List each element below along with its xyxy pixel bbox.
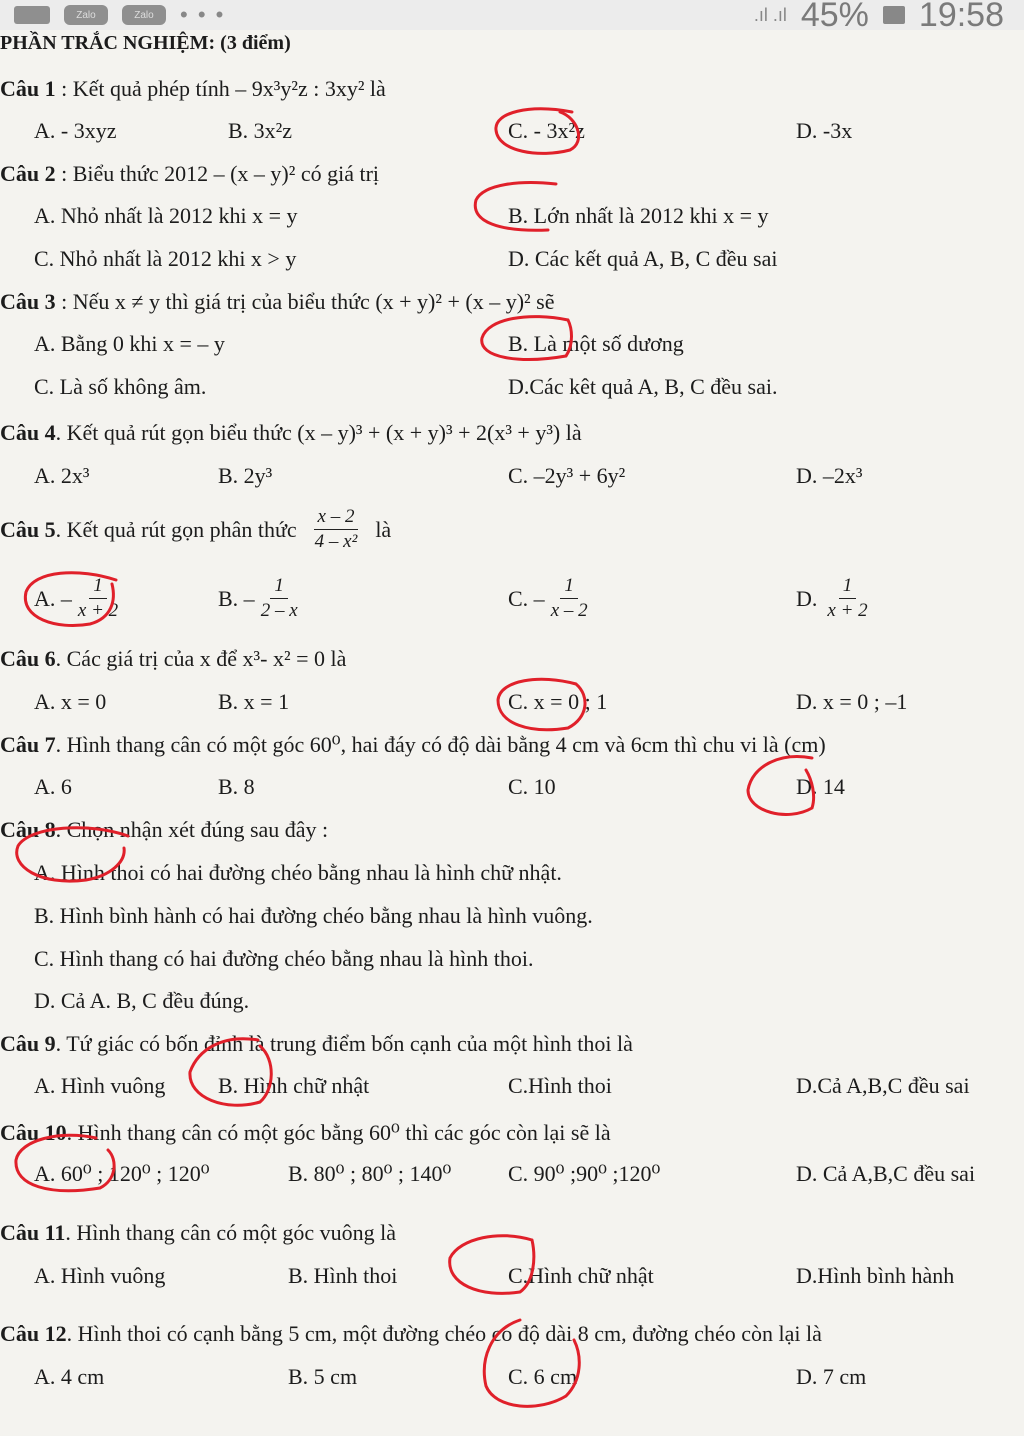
q4-option-c[interactable]: C. –2y³ + 6y² [508, 463, 626, 488]
q9-option-d[interactable]: D.Cả A,B,C đều sai [796, 1073, 970, 1098]
question-8: Câu 8. Chọn nhận xét đúng sau đây : [0, 817, 329, 842]
q8-option-b[interactable]: B. Hình bình hành có hai đường chéo bằng nhau là hình vuông. [34, 903, 593, 928]
question-3: Câu 3 : Nếu x ≠ y thì giá trị của biểu thức (x + y)² + (x – y)² sẽ [0, 289, 555, 314]
q4-option-b[interactable]: B. 2y³ [218, 463, 273, 488]
question-1: Câu 1 : Kết quả phép tính – 9x³y²z : 3xy² là [0, 76, 386, 101]
q7-option-d[interactable]: D. 14 [796, 774, 845, 799]
question-9: Câu 9. Tứ giác có bốn đỉnh là trung điểm bốn cạnh của một hình thoi là [0, 1031, 633, 1056]
clock: 19:58 [918, 0, 1004, 30]
q7-option-b[interactable]: B. 8 [218, 774, 255, 799]
more-notifications-icon: • • • [180, 2, 226, 27]
question-12: Câu 12. Hình thoi có cạnh bằng 5 cm, một đường chéo có độ dài 8 cm, đường chéo còn lại là [0, 1321, 822, 1346]
q8-option-c[interactable]: C. Hình thang có hai đường chéo bằng nhau là hình thoi. [34, 946, 534, 971]
q12-option-b[interactable]: B. 5 cm [288, 1364, 358, 1389]
q10-option-d[interactable]: D. Cả A,B,C đều sai [796, 1161, 976, 1186]
q6-option-b[interactable]: B. x = 1 [218, 689, 290, 714]
q1-option-a[interactable]: A. - 3xyz [34, 118, 117, 143]
q1-option-c[interactable]: C. - 3x²z [508, 118, 585, 143]
question-6: Câu 6. Các giá trị của x để x³- x² = 0 là [0, 646, 347, 671]
q5-option-a[interactable]: A. – $\frac{1}{x + 2}$ [34, 575, 119, 621]
image-icon [14, 6, 50, 24]
q10-option-c[interactable]: C. 90⁰ ;90⁰ ;120⁰ [508, 1161, 661, 1186]
battery-percent: 45% [800, 0, 869, 30]
q11-option-a[interactable]: A. Hình vuông [34, 1263, 166, 1288]
q2-option-d[interactable]: D. Các kết quả A, B, C đều sai [508, 246, 778, 271]
q3-option-a[interactable]: A. Bằng 0 khi x = – y [34, 331, 225, 356]
q11-option-b[interactable]: B. Hình thoi [288, 1263, 398, 1288]
question-4: Câu 4. Kết quả rút gọn biểu thức (x – y)³ + (x + y)³ + 2(x³ + y³) là [0, 420, 582, 445]
q12-option-c[interactable]: C. 6 cm [508, 1364, 578, 1389]
q3-option-d[interactable]: D.Các kêt quả A, B, C đều sai. [508, 374, 778, 399]
q5-option-b[interactable]: B. – $\frac{1}{2 - x}$ [218, 575, 298, 621]
q10-option-b[interactable]: B. 80⁰ ; 80⁰ ; 140⁰ [288, 1161, 452, 1186]
q5-option-d[interactable]: D. $\frac{1}{x + 2}$ [796, 575, 868, 621]
section-title: PHẦN TRẮC NGHIỆM: (3 điểm) [0, 32, 291, 54]
q7-option-c[interactable]: C. 10 [508, 774, 556, 799]
q8-option-a[interactable]: A. Hình thoi có hai đường chéo bằng nhau là hình chữ nhật. [34, 860, 562, 885]
q12-option-a[interactable]: A. 4 cm [34, 1364, 105, 1389]
zalo-icon: Zalo [122, 5, 166, 25]
question-10: Câu 10. Hình thang cân có một góc bằng 60⁰ thì các góc còn lại sẽ là [0, 1120, 611, 1145]
q11-option-d[interactable]: D.Hình bình hành [796, 1263, 955, 1288]
q6-option-d[interactable]: D. x = 0 ; –1 [796, 689, 908, 714]
q4-option-a[interactable]: A. 2x³ [34, 463, 90, 488]
q12-option-d[interactable]: D. 7 cm [796, 1364, 867, 1389]
q4-option-d[interactable]: D. –2x³ [796, 463, 863, 488]
q2-option-b[interactable]: B. Lớn nhất là 2012 khi x = y [508, 203, 769, 228]
q1-option-d[interactable]: D. -3x [796, 118, 853, 143]
q3-option-b[interactable]: B. Là một số dương [508, 331, 684, 356]
question-7: Câu 7. Hình thang cân có một góc 60⁰, hai đáy có độ dài bằng 4 cm và 6cm thì chu vi là (cm) [0, 732, 826, 757]
q9-option-a[interactable]: A. Hình vuông [34, 1073, 166, 1098]
battery-icon [883, 6, 905, 24]
q10-option-a[interactable]: A. 60⁰ ; 120⁰ ; 120⁰ [34, 1161, 210, 1186]
q3-option-c[interactable]: C. Là số không âm. [34, 374, 207, 399]
q5-option-c[interactable]: C. – $\frac{1}{x - 2}$ [508, 575, 588, 621]
q6-option-c[interactable]: C. x = 0 ; 1 [508, 689, 608, 714]
status-bar [0, 0, 1024, 30]
q7-option-a[interactable]: A. 6 [34, 774, 72, 799]
q9-option-b[interactable]: B. Hình chữ nhật [218, 1073, 370, 1098]
q8-option-d[interactable]: D. Cả A. B, C đều đúng. [34, 988, 250, 1013]
q2-option-c[interactable]: C. Nhỏ nhất là 2012 khi x > y [34, 246, 297, 271]
q9-option-c[interactable]: C.Hình thoi [508, 1073, 612, 1098]
signal-icon: .ıl .ıl [753, 4, 787, 25]
question-2: Câu 2 : Biểu thức 2012 – (x – y)² có giá trị [0, 161, 380, 186]
zalo-icon: Zalo [64, 5, 108, 25]
question-11: Câu 11. Hình thang cân có một góc vuông là [0, 1220, 396, 1245]
q6-option-a[interactable]: A. x = 0 [34, 689, 107, 714]
q1-option-b[interactable]: B. 3x²z [228, 118, 293, 143]
question-5: Câu 5. Kết quả rút gọn phân thức $\frac{x - 2}{\text{4 – x²}}$ là [0, 506, 392, 552]
q5-fraction: $\frac{x - 2}{\text{4 – x²}}$ [314, 506, 358, 552]
q2-option-a[interactable]: A. Nhỏ nhất là 2012 khi x = y [34, 203, 298, 228]
q11-option-c[interactable]: C.Hình chữ nhật [508, 1263, 654, 1288]
